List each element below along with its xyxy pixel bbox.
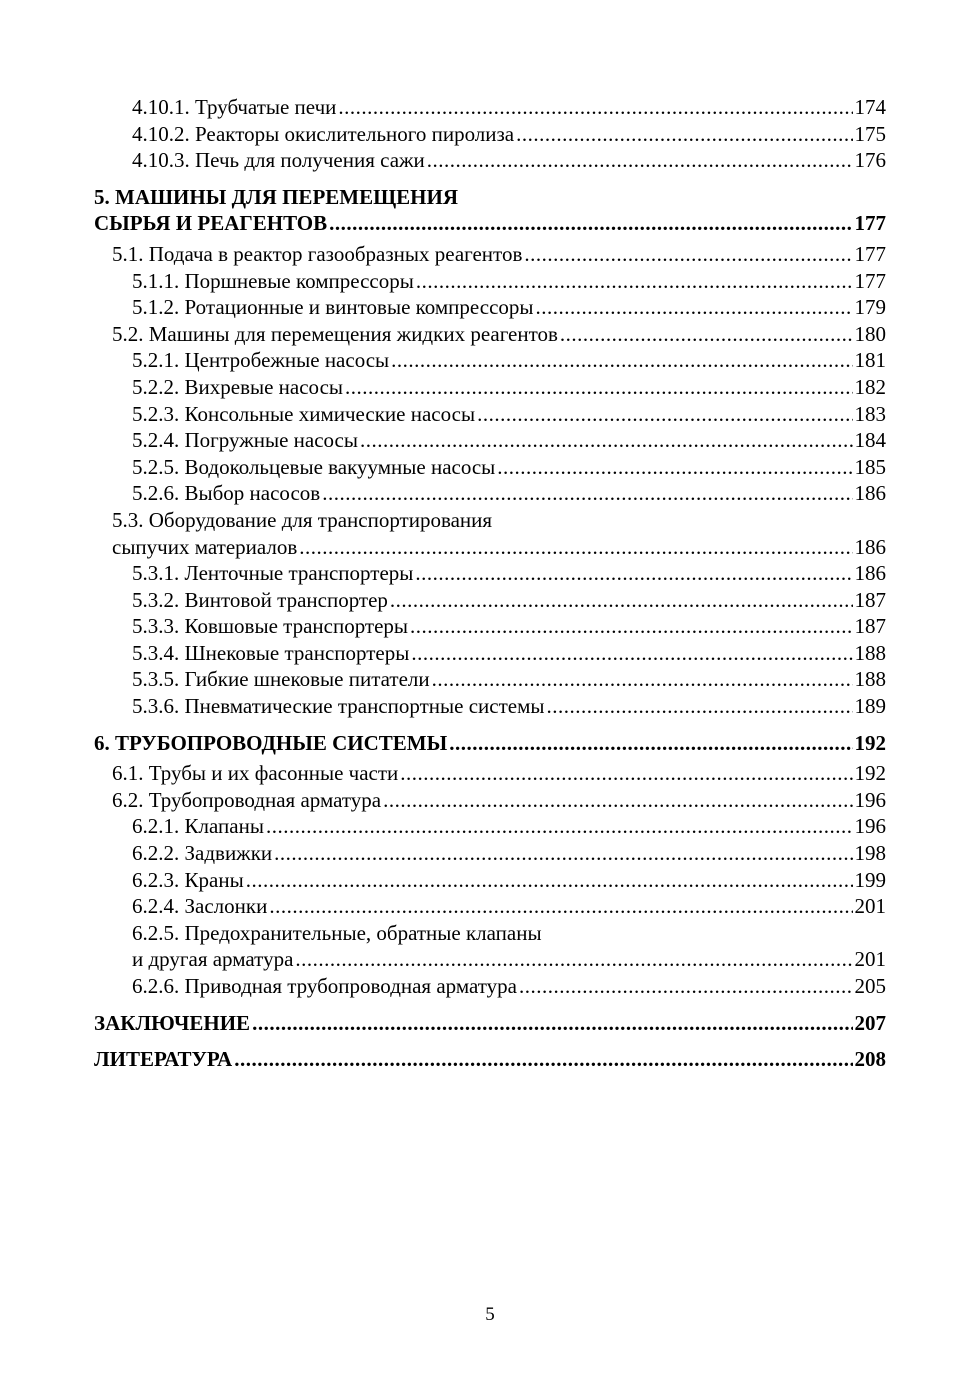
toc-entry-5-2-3[interactable] (94, 401, 886, 428)
toc-entry-page: 205 (854, 974, 886, 998)
toc-entry-title: 5.3.5. Гибкие шнековые питатели (132, 667, 430, 692)
page-number: 5 (485, 1304, 495, 1325)
toc-entry-page: 177 (854, 241, 886, 266)
toc-entry-page: 185 (854, 454, 886, 479)
toc-entry-5-2-6[interactable] (94, 480, 886, 507)
dot-leader (269, 893, 852, 920)
toc-entry-title: 5.2.5. Водокольцевые вакуумные насосы (132, 454, 496, 479)
toc-entry-page: 181 (854, 348, 886, 373)
dot-leader (299, 534, 852, 561)
toc-entry-5-3-3[interactable] (94, 613, 886, 640)
dot-leader (246, 867, 853, 894)
toc-entry-6-2-4[interactable] (94, 893, 886, 920)
toc-entry-6-2-3[interactable] (94, 867, 886, 894)
toc-entry-page: 175 (854, 121, 886, 146)
toc-chapter-page: 208 (854, 1047, 886, 1072)
toc-literature[interactable] (94, 1046, 886, 1073)
toc-entry-page: 201 (854, 894, 886, 919)
toc-entry-5-3-1[interactable] (94, 560, 886, 587)
toc-entry-title: 6.2.2. Задвижки (132, 841, 273, 866)
dot-leader (427, 147, 853, 174)
dot-leader (252, 1010, 852, 1037)
toc-entry-page: 177 (854, 268, 886, 293)
toc-entry-title: 5.2. Машины для перемещения жидких реагентов (112, 321, 558, 346)
toc-chapter-5-line2 (94, 210, 886, 237)
dot-leader (415, 560, 852, 587)
dot-leader (345, 374, 853, 401)
toc-entry-5-2-5[interactable] (94, 454, 886, 481)
toc-entry-5-2-1[interactable] (94, 347, 886, 374)
toc-entry-page: 182 (854, 374, 886, 399)
toc-entry-title-line2: и другая арматура (132, 947, 294, 972)
dot-leader (432, 666, 853, 693)
toc-entry-title: 5.1.2. Ротационные и винтовые компрессоры (132, 295, 534, 320)
toc-entry-page: 187 (854, 614, 886, 639)
toc-entry-5-1-2[interactable] (94, 294, 886, 321)
toc-entry-page: 201 (854, 947, 886, 972)
toc-entry-title: 5.2.2. Вихревые насосы (132, 374, 343, 399)
toc-entry-5-1-1[interactable] (94, 268, 886, 295)
toc-entry-6-2-1[interactable] (94, 813, 886, 840)
toc-entry-page: 188 (854, 667, 886, 692)
toc-chapter-page: 177 (854, 211, 886, 236)
toc-entry-title: 5.3.1. Ленточные транспортеры (132, 561, 414, 586)
dot-leader (391, 347, 852, 374)
dot-leader (390, 587, 853, 614)
toc-entry-title: 5.3.2. Винтовой транспортер (132, 587, 388, 612)
toc-entry-title: 5.3.4. Шнековые транспортеры (132, 640, 410, 665)
dot-leader (449, 730, 852, 757)
toc-entry-title: 5.3.3. Ковшовые транспортеры (132, 614, 409, 639)
toc-entry-title: 5.3.6. Пневматические транспортные системы (132, 694, 545, 719)
toc-entry-title-line2: сыпучих материалов (112, 534, 298, 559)
toc-entry-page: 183 (854, 401, 886, 426)
toc-entry-title-line1: 5.3. Оборудование для транспортирования (112, 507, 493, 532)
toc-chapter-title: ЛИТЕРАТУРА (94, 1047, 233, 1072)
toc-entry-page: 198 (854, 841, 886, 866)
toc-entry-title: 4.10.1. Трубчатые печи (132, 95, 337, 119)
dot-leader (416, 268, 853, 295)
toc-entry-6-2-5-line2 (132, 946, 886, 973)
toc-entry-5-2[interactable] (94, 321, 886, 348)
toc-entry-5-3-4[interactable] (94, 640, 886, 667)
toc-entry-6-2-2[interactable] (94, 840, 886, 867)
toc-entry-5-3-5[interactable] (94, 666, 886, 693)
toc-conclusion[interactable] (94, 1010, 886, 1037)
toc-entry-page: 192 (854, 761, 886, 786)
toc-entry-page: 188 (854, 640, 886, 665)
toc-entry-page: 180 (854, 321, 886, 346)
toc-entry-title: 4.10.2. Реакторы окислительного пиролиза (132, 121, 515, 146)
dot-leader (411, 640, 852, 667)
dot-leader (547, 693, 853, 720)
dot-leader (338, 94, 852, 121)
toc-entry-page: 186 (854, 481, 886, 506)
dot-leader (519, 973, 853, 1000)
toc-entry-page: 186 (854, 561, 886, 586)
dot-leader (329, 210, 852, 237)
dot-leader (295, 946, 852, 973)
dot-leader (524, 241, 852, 268)
dot-leader (234, 1046, 852, 1073)
toc-entry-page: 199 (854, 867, 886, 892)
toc-entry-title: 5.1.1. Поршневые компрессоры (132, 268, 414, 293)
toc-entry-title: 5.2.4. Погружные насосы (132, 428, 358, 453)
toc-entry-page: 176 (854, 148, 886, 173)
dot-leader (477, 401, 852, 428)
toc-chapter-6[interactable] (94, 730, 886, 757)
toc-entry-6-2[interactable] (94, 787, 886, 814)
dot-leader (400, 760, 852, 787)
toc-entry-5-2-4[interactable] (94, 427, 886, 454)
table-of-contents (94, 94, 886, 1073)
toc-chapter-page: 192 (854, 730, 886, 755)
toc-entry-title: 5.1. Подача в реактор газообразных реагентов (112, 241, 523, 266)
toc-entry-title: 6.2.4. Заслонки (132, 894, 268, 919)
dot-leader (536, 294, 853, 321)
toc-entry-page: 179 (854, 295, 886, 320)
toc-entry-title: 4.10.3. Печь для получения сажи (132, 148, 425, 173)
dot-leader (516, 121, 852, 148)
toc-entry-page: 196 (854, 814, 886, 839)
toc-entry-5-2-2[interactable] (94, 374, 886, 401)
toc-entry-5-3-6[interactable] (94, 693, 886, 720)
toc-entry-5-3-2[interactable] (94, 587, 886, 614)
toc-entry-page: 196 (854, 787, 886, 812)
toc-entry-title: 5.2.6. Выбор насосов (132, 481, 321, 506)
toc-chapter-page: 207 (854, 1010, 886, 1035)
dot-leader (383, 787, 852, 814)
toc-entry-4-10-1[interactable] (94, 94, 886, 121)
toc-entry-5-3-line2 (112, 534, 886, 561)
toc-entry-title: 6.1. Трубы и их фасонные части (112, 761, 399, 786)
toc-chapter-title-line2: СЫРЬЯ И РЕАГЕНТОВ (94, 211, 328, 236)
dot-leader (266, 813, 853, 840)
toc-entry-6-2-6[interactable] (94, 973, 886, 1000)
toc-chapter-title: 6. ТРУБОПРОВОДНЫЕ СИСТЕМЫ (94, 730, 448, 755)
toc-entry-5-1[interactable] (94, 241, 886, 268)
toc-entry-6-2-5[interactable] (94, 920, 886, 973)
toc-entry-4-10-2[interactable] (94, 121, 886, 148)
toc-entry-page: 184 (854, 428, 886, 453)
toc-entry-5-3[interactable] (94, 507, 886, 560)
toc-entry-title: 5.2.1. Центробежные насосы (132, 348, 390, 373)
toc-entry-title: 6.2.6. Приводная трубопроводная арматура (132, 974, 517, 998)
toc-entry-title: 6.2.1. Клапаны (132, 814, 264, 839)
toc-entry-page: 187 (854, 587, 886, 612)
dot-leader (322, 480, 852, 507)
toc-entry-title: 6.2. Трубопроводная арматура (112, 787, 382, 812)
toc-entry-6-1[interactable] (94, 760, 886, 787)
dot-leader (274, 840, 852, 867)
dot-leader (360, 427, 853, 454)
dot-leader (410, 613, 852, 640)
toc-entry-page: 189 (854, 694, 886, 719)
toc-entry-title: 6.2.3. Краны (132, 867, 244, 892)
toc-chapter-title-line1: 5. МАШИНЫ ДЛЯ ПЕРЕМЕЩЕНИЯ (94, 184, 459, 209)
toc-entry-title: 5.2.3. Консольные химические насосы (132, 401, 476, 426)
toc-chapter-title: ЗАКЛЮЧЕНИЕ (94, 1010, 251, 1035)
toc-entry-page: 186 (854, 534, 886, 559)
dot-leader (497, 454, 852, 481)
toc-entry-title-line1: 6.2.5. Предохранительные, обратные клапаны (132, 920, 542, 945)
toc-chapter-5[interactable] (94, 184, 886, 237)
toc-entry-4-10-3[interactable] (94, 147, 886, 174)
toc-entry-page: 174 (854, 95, 886, 119)
dot-leader (560, 321, 853, 348)
